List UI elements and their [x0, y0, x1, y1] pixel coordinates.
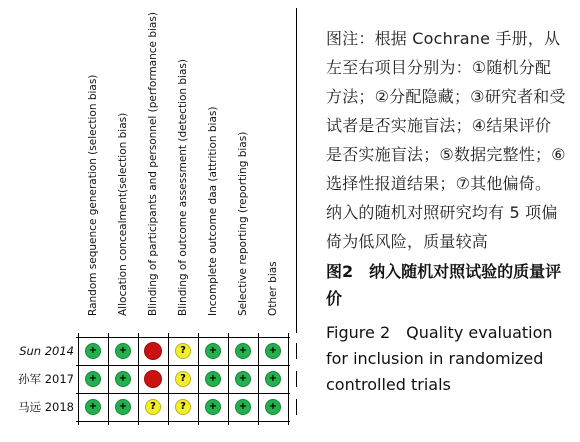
- risk-low-dot: +: [265, 399, 281, 415]
- risk-low-dot: +: [265, 343, 281, 359]
- grid-vertical-line: [288, 333, 289, 425]
- bias-cell: [258, 365, 288, 393]
- bias-cell: [78, 393, 108, 421]
- bias-cell: [108, 337, 138, 365]
- risk-unclear-dot: ?: [175, 399, 191, 415]
- risk-low-dot: +: [235, 371, 251, 387]
- risk-unclear-dot: ?: [145, 399, 161, 415]
- risk-low-dot: +: [235, 343, 251, 359]
- row-end-tick: [296, 371, 297, 387]
- risk-high-dot: -: [144, 342, 162, 360]
- column-label-text: Random sequence generation (selection bias): [87, 74, 99, 316]
- bias-cell: [228, 337, 258, 365]
- figure-title-cn: 图2 纳入随机对照试验的质量评价: [326, 262, 562, 308]
- risk-low-dot: +: [235, 399, 251, 415]
- bias-cell: [258, 393, 288, 421]
- risk-low-dot: +: [85, 371, 101, 387]
- column-label-text: Allocation concealment(selection bias): [117, 112, 129, 316]
- bias-cell: [108, 393, 138, 421]
- study-label: 马远 2018: [18, 400, 74, 414]
- study-label: Sun 2014: [19, 344, 74, 358]
- bias-cell: [198, 393, 228, 421]
- risk-low-dot: +: [205, 399, 221, 415]
- bias-cell: [228, 365, 258, 393]
- risk-low-dot: +: [205, 371, 221, 387]
- bias-cell: [138, 337, 168, 365]
- bias-cell: [198, 365, 228, 393]
- risk-low-dot: +: [115, 371, 131, 387]
- risk-low-dot: +: [115, 343, 131, 359]
- column-label-text: Blinding of participants and personnel (performance bias): [147, 12, 159, 316]
- bias-cell: [168, 393, 198, 421]
- bias-cell: [198, 337, 228, 365]
- column-label-text: Blinding of outcome assessment (detection bias): [177, 59, 189, 316]
- risk-low-dot: +: [85, 343, 101, 359]
- top-vertical-rule: [296, 8, 297, 333]
- bias-cell: [78, 337, 108, 365]
- risk-high-dot: -: [144, 370, 162, 388]
- bias-cell: [258, 337, 288, 365]
- figure-caption: [326, 24, 566, 398]
- study-label: 孙军 2017: [18, 372, 74, 386]
- row-end-tick: [296, 343, 297, 359]
- figure-title-en: Figure 2 Quality evaluation for inclusion in randomized controlled trials: [326, 323, 553, 394]
- risk-low-dot: +: [265, 371, 281, 387]
- column-label-text: Incomplete outcome daa (attrition bias): [207, 106, 219, 316]
- bias-cell: [228, 393, 258, 421]
- bias-cell: [168, 365, 198, 393]
- column-label-text: Other bias: [267, 261, 279, 316]
- bias-cell: [138, 393, 168, 421]
- risk-low-dot: +: [205, 343, 221, 359]
- bias-cell: [108, 365, 138, 393]
- bias-cell: [138, 365, 168, 393]
- bias-cell: [168, 337, 198, 365]
- risk-unclear-dot: ?: [175, 343, 191, 359]
- row-end-tick: [296, 399, 297, 415]
- risk-low-dot: +: [85, 399, 101, 415]
- risk-low-dot: +: [115, 399, 131, 415]
- bias-cell: [78, 365, 108, 393]
- column-label-text: Selective reporting (reporting bias): [237, 131, 249, 316]
- risk-unclear-dot: ?: [175, 371, 191, 387]
- caption-note: 图注：根据 Cochrane 手册，从左至右项目分别为：①随机分配方法；②分配隐藏；③研究者和受试者是否实施盲法；④结果评价是否实施盲法；⑤数据完整性；⑥选择性报道结果；⑦其他偏倚。纳入的随机对照研究均有 5 项偏倚为低风险，质量较高: [326, 29, 566, 251]
